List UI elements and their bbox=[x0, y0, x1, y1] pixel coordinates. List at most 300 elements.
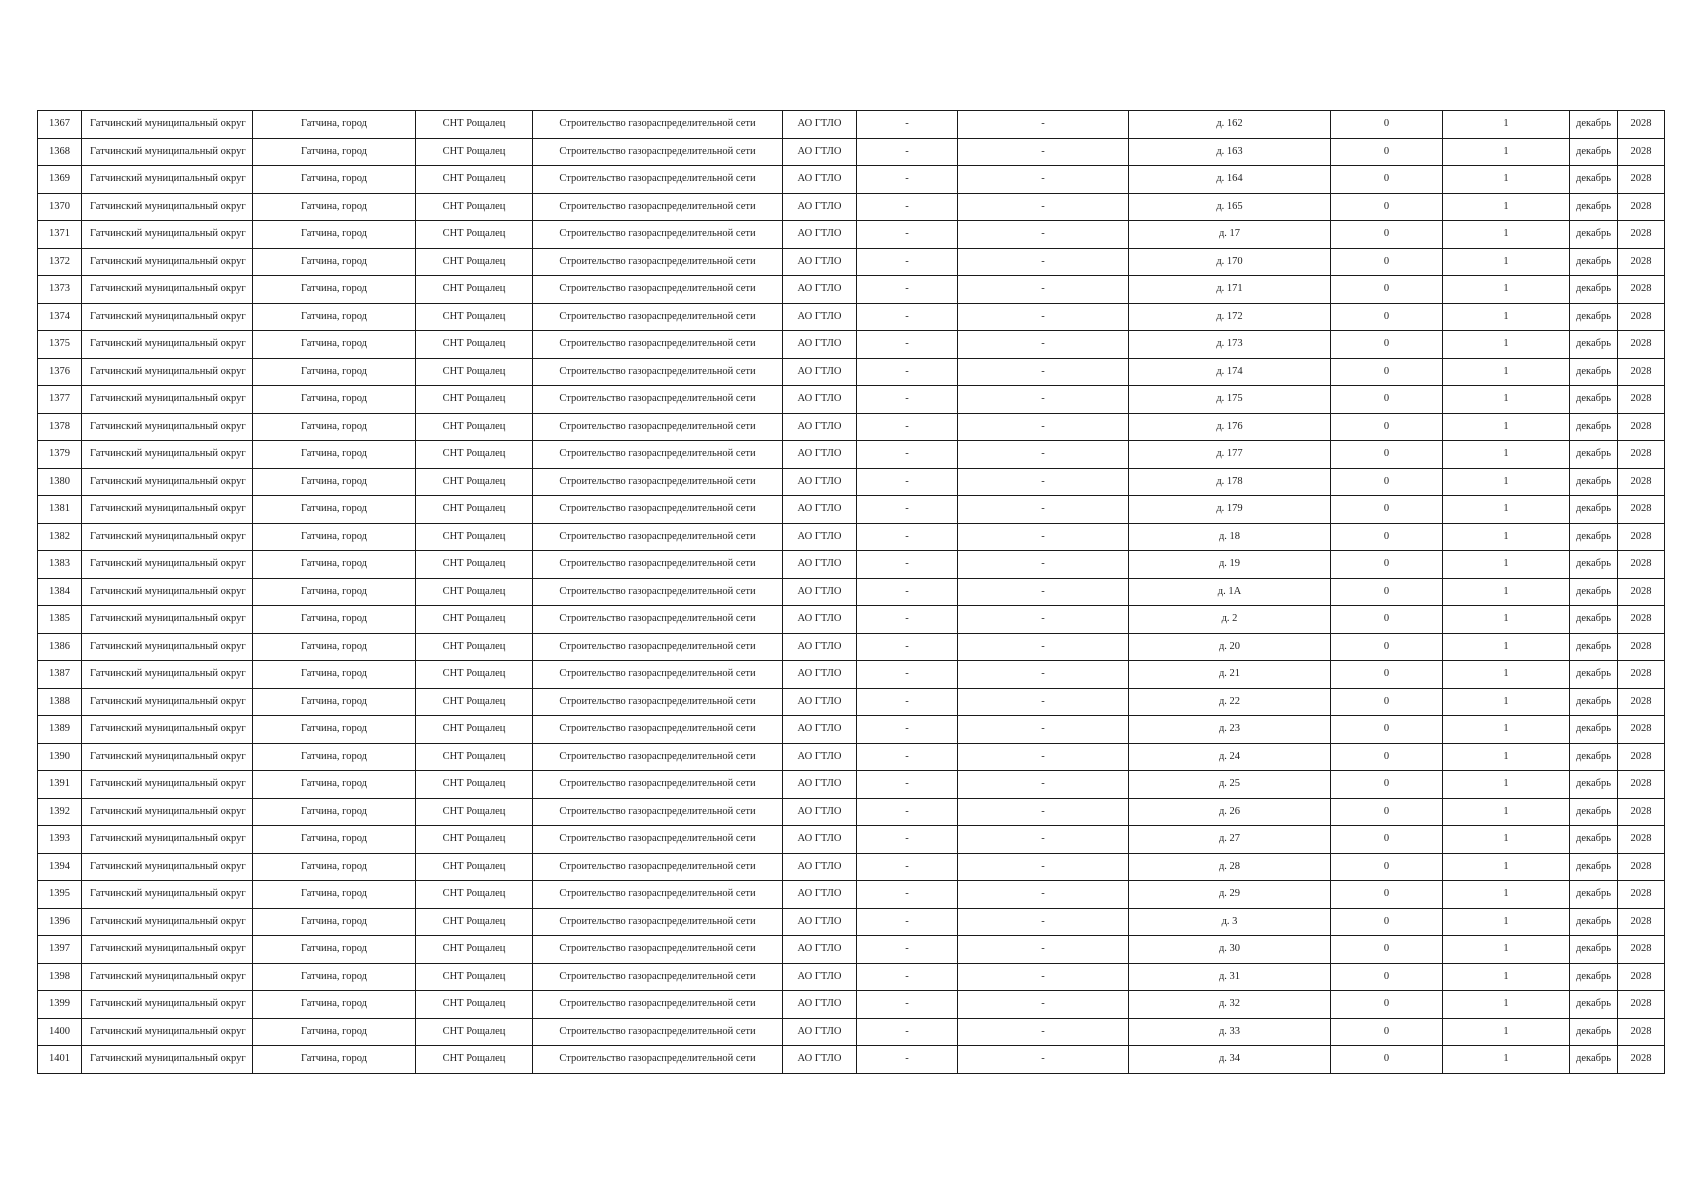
district-cell: Гатчинский муниципальный округ bbox=[82, 578, 253, 606]
column-8-cell: - bbox=[958, 138, 1129, 166]
district-cell: Гатчинский муниципальный округ bbox=[82, 413, 253, 441]
table-row bbox=[38, 743, 1665, 771]
organization-cell: АО ГТЛО bbox=[783, 771, 857, 799]
column-10-cell: 0 bbox=[1331, 633, 1443, 661]
area-cell: СНТ Рощалец bbox=[416, 578, 533, 606]
column-11-cell: 1 bbox=[1443, 661, 1570, 689]
settlement-cell: Гатчина, город bbox=[253, 221, 416, 249]
house-address-cell: д. 26 bbox=[1129, 798, 1331, 826]
month-cell: декабрь bbox=[1570, 1046, 1618, 1074]
column-11-cell: 1 bbox=[1443, 496, 1570, 524]
row-number-cell: 1389 bbox=[38, 716, 82, 744]
column-10-cell: 0 bbox=[1331, 881, 1443, 909]
column-8-cell: - bbox=[958, 1018, 1129, 1046]
year-cell: 2028 bbox=[1618, 633, 1665, 661]
column-11-cell: 1 bbox=[1443, 358, 1570, 386]
area-cell: СНТ Рощалец bbox=[416, 1018, 533, 1046]
table-row bbox=[38, 1018, 1665, 1046]
column-11-cell: 1 bbox=[1443, 276, 1570, 304]
organization-cell: АО ГТЛО bbox=[783, 963, 857, 991]
organization-cell: АО ГТЛО bbox=[783, 386, 857, 414]
column-8-cell: - bbox=[958, 578, 1129, 606]
column-7-cell: - bbox=[857, 386, 958, 414]
month-cell: декабрь bbox=[1570, 798, 1618, 826]
organization-cell: АО ГТЛО bbox=[783, 606, 857, 634]
district-cell: Гатчинский муниципальный округ bbox=[82, 908, 253, 936]
month-cell: декабрь bbox=[1570, 441, 1618, 469]
column-11-cell: 1 bbox=[1443, 551, 1570, 579]
row-number-cell: 1393 bbox=[38, 826, 82, 854]
settlement-cell: Гатчина, город bbox=[253, 468, 416, 496]
table-row bbox=[38, 606, 1665, 634]
row-number-cell: 1379 bbox=[38, 441, 82, 469]
column-7-cell: - bbox=[857, 798, 958, 826]
column-11-cell: 1 bbox=[1443, 111, 1570, 139]
column-11-cell: 1 bbox=[1443, 138, 1570, 166]
column-8-cell: - bbox=[958, 606, 1129, 634]
district-cell: Гатчинский муниципальный округ bbox=[82, 138, 253, 166]
month-cell: декабрь bbox=[1570, 853, 1618, 881]
month-cell: декабрь bbox=[1570, 358, 1618, 386]
settlement-cell: Гатчина, город bbox=[253, 193, 416, 221]
area-cell: СНТ Рощалец bbox=[416, 193, 533, 221]
month-cell: декабрь bbox=[1570, 908, 1618, 936]
settlement-cell: Гатчина, город bbox=[253, 138, 416, 166]
area-cell: СНТ Рощалец bbox=[416, 111, 533, 139]
column-7-cell: - bbox=[857, 826, 958, 854]
year-cell: 2028 bbox=[1618, 908, 1665, 936]
column-7-cell: - bbox=[857, 523, 958, 551]
column-7-cell: - bbox=[857, 1046, 958, 1074]
year-cell: 2028 bbox=[1618, 166, 1665, 194]
year-cell: 2028 bbox=[1618, 248, 1665, 276]
settlement-cell: Гатчина, город bbox=[253, 991, 416, 1019]
house-address-cell: д. 18 bbox=[1129, 523, 1331, 551]
work-type-cell: Строительство газораспределительной сети bbox=[533, 853, 783, 881]
house-address-cell: д. 163 bbox=[1129, 138, 1331, 166]
year-cell: 2028 bbox=[1618, 606, 1665, 634]
house-address-cell: д. 176 bbox=[1129, 413, 1331, 441]
area-cell: СНТ Рощалец bbox=[416, 248, 533, 276]
settlement-cell: Гатчина, город bbox=[253, 1018, 416, 1046]
year-cell: 2028 bbox=[1618, 743, 1665, 771]
month-cell: декабрь bbox=[1570, 716, 1618, 744]
district-cell: Гатчинский муниципальный округ bbox=[82, 716, 253, 744]
settlement-cell: Гатчина, город bbox=[253, 853, 416, 881]
column-8-cell: - bbox=[958, 771, 1129, 799]
month-cell: декабрь bbox=[1570, 413, 1618, 441]
work-type-cell: Строительство газораспределительной сети bbox=[533, 386, 783, 414]
table-row bbox=[38, 551, 1665, 579]
row-number-cell: 1398 bbox=[38, 963, 82, 991]
month-cell: декабрь bbox=[1570, 688, 1618, 716]
row-number-cell: 1391 bbox=[38, 771, 82, 799]
year-cell: 2028 bbox=[1618, 826, 1665, 854]
column-10-cell: 0 bbox=[1331, 138, 1443, 166]
district-cell: Гатчинский муниципальный округ bbox=[82, 936, 253, 964]
month-cell: декабрь bbox=[1570, 661, 1618, 689]
district-cell: Гатчинский муниципальный округ bbox=[82, 303, 253, 331]
month-cell: декабрь bbox=[1570, 331, 1618, 359]
work-type-cell: Строительство газораспределительной сети bbox=[533, 688, 783, 716]
column-11-cell: 1 bbox=[1443, 331, 1570, 359]
column-10-cell: 0 bbox=[1331, 386, 1443, 414]
year-cell: 2028 bbox=[1618, 221, 1665, 249]
column-11-cell: 1 bbox=[1443, 468, 1570, 496]
settlement-cell: Гатчина, город bbox=[253, 276, 416, 304]
column-7-cell: - bbox=[857, 661, 958, 689]
table-row bbox=[38, 688, 1665, 716]
work-type-cell: Строительство газораспределительной сети bbox=[533, 413, 783, 441]
work-type-cell: Строительство газораспределительной сети bbox=[533, 771, 783, 799]
work-type-cell: Строительство газораспределительной сети bbox=[533, 798, 783, 826]
month-cell: декабрь bbox=[1570, 881, 1618, 909]
column-11-cell: 1 bbox=[1443, 853, 1570, 881]
settlement-cell: Гатчина, город bbox=[253, 908, 416, 936]
column-11-cell: 1 bbox=[1443, 991, 1570, 1019]
column-11-cell: 1 bbox=[1443, 221, 1570, 249]
house-address-cell: д. 17 bbox=[1129, 221, 1331, 249]
table-row bbox=[38, 303, 1665, 331]
column-11-cell: 1 bbox=[1443, 166, 1570, 194]
column-7-cell: - bbox=[857, 551, 958, 579]
month-cell: декабрь bbox=[1570, 936, 1618, 964]
column-7-cell: - bbox=[857, 688, 958, 716]
row-number-cell: 1385 bbox=[38, 606, 82, 634]
house-address-cell: д. 1А bbox=[1129, 578, 1331, 606]
settlement-cell: Гатчина, город bbox=[253, 798, 416, 826]
area-cell: СНТ Рощалец bbox=[416, 303, 533, 331]
column-8-cell: - bbox=[958, 826, 1129, 854]
column-7-cell: - bbox=[857, 853, 958, 881]
settlement-cell: Гатчина, город bbox=[253, 771, 416, 799]
column-8-cell: - bbox=[958, 688, 1129, 716]
column-10-cell: 0 bbox=[1331, 661, 1443, 689]
work-type-cell: Строительство газораспределительной сети bbox=[533, 441, 783, 469]
column-11-cell: 1 bbox=[1443, 193, 1570, 221]
table-row bbox=[38, 138, 1665, 166]
year-cell: 2028 bbox=[1618, 1046, 1665, 1074]
work-type-cell: Строительство газораспределительной сети bbox=[533, 578, 783, 606]
column-8-cell: - bbox=[958, 276, 1129, 304]
district-cell: Гатчинский муниципальный округ bbox=[82, 496, 253, 524]
column-11-cell: 1 bbox=[1443, 936, 1570, 964]
column-7-cell: - bbox=[857, 441, 958, 469]
house-address-cell: д. 3 bbox=[1129, 908, 1331, 936]
settlement-cell: Гатчина, город bbox=[253, 358, 416, 386]
settlement-cell: Гатчина, город bbox=[253, 716, 416, 744]
house-address-cell: д. 28 bbox=[1129, 853, 1331, 881]
area-cell: СНТ Рощалец bbox=[416, 771, 533, 799]
organization-cell: АО ГТЛО bbox=[783, 221, 857, 249]
settlement-cell: Гатчина, город bbox=[253, 688, 416, 716]
column-8-cell: - bbox=[958, 881, 1129, 909]
district-cell: Гатчинский муниципальный округ bbox=[82, 441, 253, 469]
table-row bbox=[38, 716, 1665, 744]
table-row bbox=[38, 496, 1665, 524]
house-address-cell: д. 173 bbox=[1129, 331, 1331, 359]
work-type-cell: Строительство газораспределительной сети bbox=[533, 1018, 783, 1046]
year-cell: 2028 bbox=[1618, 413, 1665, 441]
organization-cell: АО ГТЛО bbox=[783, 413, 857, 441]
column-10-cell: 0 bbox=[1331, 441, 1443, 469]
row-number-cell: 1375 bbox=[38, 331, 82, 359]
work-type-cell: Строительство газораспределительной сети bbox=[533, 936, 783, 964]
row-number-cell: 1374 bbox=[38, 303, 82, 331]
organization-cell: АО ГТЛО bbox=[783, 716, 857, 744]
work-type-cell: Строительство газораспределительной сети bbox=[533, 193, 783, 221]
area-cell: СНТ Рощалец bbox=[416, 221, 533, 249]
area-cell: СНТ Рощалец bbox=[416, 908, 533, 936]
area-cell: СНТ Рощалец bbox=[416, 798, 533, 826]
column-10-cell: 0 bbox=[1331, 523, 1443, 551]
work-type-cell: Строительство газораспределительной сети bbox=[533, 358, 783, 386]
work-type-cell: Строительство газораспределительной сети bbox=[533, 331, 783, 359]
work-type-cell: Строительство газораспределительной сети bbox=[533, 633, 783, 661]
year-cell: 2028 bbox=[1618, 551, 1665, 579]
work-type-cell: Строительство газораспределительной сети bbox=[533, 1046, 783, 1074]
month-cell: декабрь bbox=[1570, 606, 1618, 634]
district-cell: Гатчинский муниципальный округ bbox=[82, 963, 253, 991]
month-cell: декабрь bbox=[1570, 386, 1618, 414]
month-cell: декабрь bbox=[1570, 743, 1618, 771]
column-7-cell: - bbox=[857, 991, 958, 1019]
column-11-cell: 1 bbox=[1443, 908, 1570, 936]
work-type-cell: Строительство газораспределительной сети bbox=[533, 991, 783, 1019]
month-cell: декабрь bbox=[1570, 303, 1618, 331]
year-cell: 2028 bbox=[1618, 991, 1665, 1019]
year-cell: 2028 bbox=[1618, 881, 1665, 909]
house-address-cell: д. 31 bbox=[1129, 963, 1331, 991]
organization-cell: АО ГТЛО bbox=[783, 826, 857, 854]
row-number-cell: 1384 bbox=[38, 578, 82, 606]
column-8-cell: - bbox=[958, 111, 1129, 139]
month-cell: декабрь bbox=[1570, 551, 1618, 579]
column-10-cell: 0 bbox=[1331, 221, 1443, 249]
work-type-cell: Строительство газораспределительной сети bbox=[533, 826, 783, 854]
column-8-cell: - bbox=[958, 523, 1129, 551]
organization-cell: АО ГТЛО bbox=[783, 441, 857, 469]
month-cell: декабрь bbox=[1570, 138, 1618, 166]
district-cell: Гатчинский муниципальный округ bbox=[82, 523, 253, 551]
column-8-cell: - bbox=[958, 853, 1129, 881]
district-cell: Гатчинский муниципальный округ bbox=[82, 798, 253, 826]
year-cell: 2028 bbox=[1618, 496, 1665, 524]
house-address-cell: д. 177 bbox=[1129, 441, 1331, 469]
area-cell: СНТ Рощалец bbox=[416, 441, 533, 469]
organization-cell: АО ГТЛО bbox=[783, 633, 857, 661]
area-cell: СНТ Рощалец bbox=[416, 716, 533, 744]
area-cell: СНТ Рощалец bbox=[416, 166, 533, 194]
house-address-cell: д. 165 bbox=[1129, 193, 1331, 221]
month-cell: декабрь bbox=[1570, 166, 1618, 194]
house-address-cell: д. 23 bbox=[1129, 716, 1331, 744]
column-7-cell: - bbox=[857, 248, 958, 276]
settlement-cell: Гатчина, город bbox=[253, 331, 416, 359]
month-cell: декабрь bbox=[1570, 111, 1618, 139]
month-cell: декабрь bbox=[1570, 523, 1618, 551]
column-10-cell: 0 bbox=[1331, 798, 1443, 826]
column-10-cell: 0 bbox=[1331, 908, 1443, 936]
area-cell: СНТ Рощалец bbox=[416, 881, 533, 909]
district-cell: Гатчинский муниципальный округ bbox=[82, 826, 253, 854]
work-type-cell: Строительство газораспределительной сети bbox=[533, 111, 783, 139]
table-row bbox=[38, 523, 1665, 551]
year-cell: 2028 bbox=[1618, 138, 1665, 166]
column-11-cell: 1 bbox=[1443, 771, 1570, 799]
column-11-cell: 1 bbox=[1443, 1046, 1570, 1074]
work-type-cell: Строительство газораспределительной сети bbox=[533, 276, 783, 304]
row-number-cell: 1373 bbox=[38, 276, 82, 304]
column-10-cell: 0 bbox=[1331, 468, 1443, 496]
settlement-cell: Гатчина, город bbox=[253, 303, 416, 331]
column-10-cell: 0 bbox=[1331, 688, 1443, 716]
year-cell: 2028 bbox=[1618, 523, 1665, 551]
organization-cell: АО ГТЛО bbox=[783, 688, 857, 716]
year-cell: 2028 bbox=[1618, 853, 1665, 881]
row-number-cell: 1397 bbox=[38, 936, 82, 964]
row-number-cell: 1369 bbox=[38, 166, 82, 194]
column-10-cell: 0 bbox=[1331, 1046, 1443, 1074]
organization-cell: АО ГТЛО bbox=[783, 248, 857, 276]
row-number-cell: 1378 bbox=[38, 413, 82, 441]
settlement-cell: Гатчина, город bbox=[253, 1046, 416, 1074]
work-type-cell: Строительство газораспределительной сети bbox=[533, 606, 783, 634]
organization-cell: АО ГТЛО bbox=[783, 358, 857, 386]
column-7-cell: - bbox=[857, 963, 958, 991]
area-cell: СНТ Рощалец bbox=[416, 551, 533, 579]
column-7-cell: - bbox=[857, 771, 958, 799]
year-cell: 2028 bbox=[1618, 661, 1665, 689]
organization-cell: АО ГТЛО bbox=[783, 743, 857, 771]
table-row bbox=[38, 963, 1665, 991]
row-number-cell: 1368 bbox=[38, 138, 82, 166]
column-7-cell: - bbox=[857, 138, 958, 166]
year-cell: 2028 bbox=[1618, 798, 1665, 826]
work-type-cell: Строительство газораспределительной сети bbox=[533, 716, 783, 744]
work-type-cell: Строительство газораспределительной сети bbox=[533, 166, 783, 194]
column-7-cell: - bbox=[857, 166, 958, 194]
house-address-cell: д. 24 bbox=[1129, 743, 1331, 771]
month-cell: декабрь bbox=[1570, 633, 1618, 661]
month-cell: декабрь bbox=[1570, 1018, 1618, 1046]
organization-cell: АО ГТЛО bbox=[783, 798, 857, 826]
district-cell: Гатчинский муниципальный округ bbox=[82, 221, 253, 249]
row-number-cell: 1392 bbox=[38, 798, 82, 826]
column-11-cell: 1 bbox=[1443, 716, 1570, 744]
column-10-cell: 0 bbox=[1331, 936, 1443, 964]
column-10-cell: 0 bbox=[1331, 331, 1443, 359]
column-8-cell: - bbox=[958, 991, 1129, 1019]
organization-cell: АО ГТЛО bbox=[783, 138, 857, 166]
column-10-cell: 0 bbox=[1331, 716, 1443, 744]
row-number-cell: 1394 bbox=[38, 853, 82, 881]
house-address-cell: д. 164 bbox=[1129, 166, 1331, 194]
organization-cell: АО ГТЛО bbox=[783, 936, 857, 964]
month-cell: декабрь bbox=[1570, 276, 1618, 304]
district-cell: Гатчинский муниципальный округ bbox=[82, 111, 253, 139]
organization-cell: АО ГТЛО bbox=[783, 661, 857, 689]
organization-cell: АО ГТЛО bbox=[783, 111, 857, 139]
column-8-cell: - bbox=[958, 248, 1129, 276]
settlement-cell: Гатчина, город bbox=[253, 248, 416, 276]
column-7-cell: - bbox=[857, 881, 958, 909]
row-number-cell: 1399 bbox=[38, 991, 82, 1019]
column-8-cell: - bbox=[958, 633, 1129, 661]
row-number-cell: 1400 bbox=[38, 1018, 82, 1046]
row-number-cell: 1372 bbox=[38, 248, 82, 276]
row-number-cell: 1376 bbox=[38, 358, 82, 386]
column-8-cell: - bbox=[958, 496, 1129, 524]
column-8-cell: - bbox=[958, 331, 1129, 359]
year-cell: 2028 bbox=[1618, 303, 1665, 331]
house-address-cell: д. 32 bbox=[1129, 991, 1331, 1019]
settlement-cell: Гатчина, город bbox=[253, 881, 416, 909]
data-table bbox=[37, 110, 1665, 1074]
column-10-cell: 0 bbox=[1331, 111, 1443, 139]
column-7-cell: - bbox=[857, 221, 958, 249]
district-cell: Гатчинский муниципальный округ bbox=[82, 468, 253, 496]
organization-cell: АО ГТЛО bbox=[783, 551, 857, 579]
table-row bbox=[38, 221, 1665, 249]
year-cell: 2028 bbox=[1618, 386, 1665, 414]
area-cell: СНТ Рощалец bbox=[416, 1046, 533, 1074]
column-11-cell: 1 bbox=[1443, 523, 1570, 551]
area-cell: СНТ Рощалец bbox=[416, 138, 533, 166]
column-7-cell: - bbox=[857, 578, 958, 606]
area-cell: СНТ Рощалец bbox=[416, 688, 533, 716]
organization-cell: АО ГТЛО bbox=[783, 303, 857, 331]
organization-cell: АО ГТЛО bbox=[783, 193, 857, 221]
district-cell: Гатчинский муниципальный округ bbox=[82, 166, 253, 194]
settlement-cell: Гатчина, город bbox=[253, 606, 416, 634]
table-row bbox=[38, 468, 1665, 496]
month-cell: декабрь bbox=[1570, 963, 1618, 991]
row-number-cell: 1371 bbox=[38, 221, 82, 249]
table-row bbox=[38, 1046, 1665, 1074]
row-number-cell: 1395 bbox=[38, 881, 82, 909]
area-cell: СНТ Рощалец bbox=[416, 276, 533, 304]
column-7-cell: - bbox=[857, 743, 958, 771]
table-row bbox=[38, 358, 1665, 386]
column-11-cell: 1 bbox=[1443, 688, 1570, 716]
work-type-cell: Строительство газораспределительной сети bbox=[533, 248, 783, 276]
year-cell: 2028 bbox=[1618, 276, 1665, 304]
table-row bbox=[38, 248, 1665, 276]
column-8-cell: - bbox=[958, 908, 1129, 936]
column-7-cell: - bbox=[857, 908, 958, 936]
column-7-cell: - bbox=[857, 936, 958, 964]
table-row bbox=[38, 413, 1665, 441]
table-row bbox=[38, 798, 1665, 826]
table-row bbox=[38, 193, 1665, 221]
column-8-cell: - bbox=[958, 716, 1129, 744]
settlement-cell: Гатчина, город bbox=[253, 743, 416, 771]
settlement-cell: Гатчина, город bbox=[253, 111, 416, 139]
district-cell: Гатчинский муниципальный округ bbox=[82, 661, 253, 689]
organization-cell: АО ГТЛО bbox=[783, 1018, 857, 1046]
work-type-cell: Строительство газораспределительной сети bbox=[533, 881, 783, 909]
column-11-cell: 1 bbox=[1443, 798, 1570, 826]
row-number-cell: 1388 bbox=[38, 688, 82, 716]
organization-cell: АО ГТЛО bbox=[783, 496, 857, 524]
year-cell: 2028 bbox=[1618, 193, 1665, 221]
column-11-cell: 1 bbox=[1443, 963, 1570, 991]
area-cell: СНТ Рощалец bbox=[416, 853, 533, 881]
column-8-cell: - bbox=[958, 221, 1129, 249]
settlement-cell: Гатчина, город bbox=[253, 578, 416, 606]
column-7-cell: - bbox=[857, 468, 958, 496]
